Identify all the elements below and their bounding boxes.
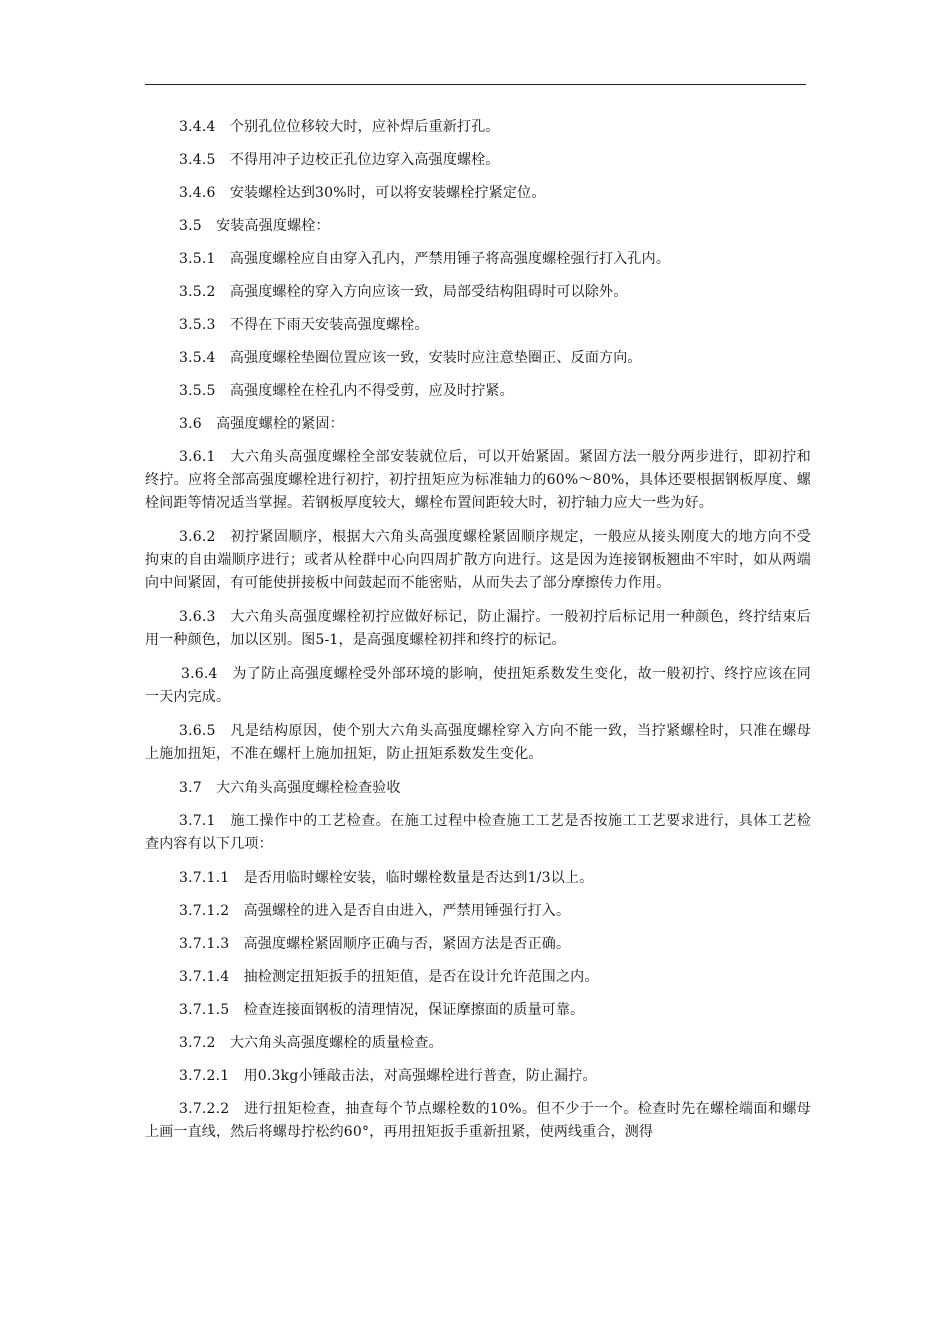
clause-3-7-2: 3.7.2 大六角头高强度螺栓的质量检查。 [179, 1035, 443, 1051]
clause-3-7-1-4: 3.7.1.4 抽检测定扭矩扳手的扭矩值，是否在设计允许范围之内。 [179, 969, 599, 985]
clause-3-6-2: 3.6.2 初拧紧固顺序，根据大六角头高强度螺栓紧固顺序规定，一般应从接头刚度大的地方向不受拘束的自由端顺序进行；或者从栓群中心向四周扩散方向进行。这是因为连接钢板翘曲不牢时，如从两端向中间紧固，有可能使拼接板中间鼓起而不能密贴，从而失去了部分摩擦传力作用。 [145, 529, 811, 591]
clause-3-5-3: 3.5.3 不得在下雨天安装高强度螺栓。 [179, 317, 429, 333]
clause-3-4-5: 3.4.5 不得用冲子边校正孔位边穿入高强度螺栓。 [179, 152, 500, 168]
clause-3-7-2-1: 3.7.2.1 用0.3kg小锤敲击法，对高强螺栓进行普查，防止漏拧。 [179, 1068, 597, 1084]
section-heading-3-5: 3.5 安装高强度螺栓： [179, 218, 330, 234]
clause-3-4-4: 3.4.4 个别孔位位移较大时，应补焊后重新打孔。 [179, 119, 500, 135]
section-heading-3-6: 3.6 高强度螺栓的紧固： [179, 416, 344, 432]
clause-3-5-4: 3.5.4 高强度螺栓垫圈位置应该一致，安装时应注意垫圈正、反面方向。 [179, 350, 642, 366]
clause-3-6-4: 3.6.4 为了防止高强度螺栓受外部环境的影响，使扭矩系数发生变化，故一般初拧、终拧应该在同一天内完成。 [145, 666, 811, 705]
clause-3-7-2-2: 3.7.2.2 进行扭矩检查，抽查每个节点螺栓数的10%。但不少于一个。检查时先在螺栓端面和螺母上画一直线，然后将螺母拧松约60°，再用扭矩扳手重新扭紧，使两线重合，测得 [145, 1101, 811, 1140]
clause-3-7-1-3: 3.7.1.3 高强度螺栓紧固顺序正确与否，紧固方法是否正确。 [179, 936, 571, 952]
section-heading-3-7: 3.7 大六角头高强度螺栓检查验收 [179, 780, 401, 796]
clause-3-6-5: 3.6.5 凡是结构原因，使个别大六角头高强度螺栓穿入方向不能一致，当拧紧螺栓时，只准在螺母上施加扭矩，不准在螺杆上施加扭矩，防止扭矩系数发生变化。 [145, 723, 811, 762]
clause-3-7-1: 3.7.1 施工操作中的工艺检查。在施工过程中检查施工工艺是否按施工工艺要求进行，具体工艺检查内容有以下几项： [145, 813, 811, 852]
clause-3-7-1-1: 3.7.1.1 是否用临时螺栓安装，临时螺栓数量是否达到1/3以上。 [179, 870, 594, 886]
clause-3-7-1-5: 3.7.1.5 检查连接面钢板的清理情况，保证摩擦面的质量可靠。 [179, 1002, 585, 1018]
header-rule [145, 84, 806, 85]
clause-3-6-3: 3.6.3 大六角头高强度螺栓初拧应做好标记，防止漏拧。一般初拧后标记用一种颜色，终拧结束后用一种颜色，加以区别。图5-1，是高强度螺栓初拌和终拧的标记。 [145, 609, 811, 648]
clause-3-4-6: 3.4.6 安装螺栓达到30%时，可以将安装螺栓拧紧定位。 [179, 185, 546, 201]
clause-3-6-1: 3.6.1 大六角头高强度螺栓全部安装就位后，可以开始紧固。紧固方法一般分两步进行，即初拧和终拧。应将全部高强度螺栓进行初拧，初拧扭矩应为标准轴力的60%～80%，具体还要根据钢板厚度、螺栓间距等情况适当掌握。若钢板厚度较大，螺栓布置间距较大时，初拧轴力应大一些为好。 [145, 449, 811, 511]
document-body [145, 116, 811, 1155]
clause-3-5-5: 3.5.5 高强度螺栓在栓孔内不得受剪，应及时拧紧。 [179, 383, 514, 399]
clause-3-7-1-2: 3.7.1.2 高强螺栓的进入是否自由进入，严禁用锤强行打入。 [179, 903, 571, 919]
clause-3-5-2: 3.5.2 高强度螺栓的穿入方向应该一致，局部受结构阻碍时可以除外。 [179, 284, 628, 300]
clause-3-5-1: 3.5.1 高强度螺栓应自由穿入孔内，严禁用锤子将高强度螺栓强行打入孔内。 [179, 251, 671, 267]
